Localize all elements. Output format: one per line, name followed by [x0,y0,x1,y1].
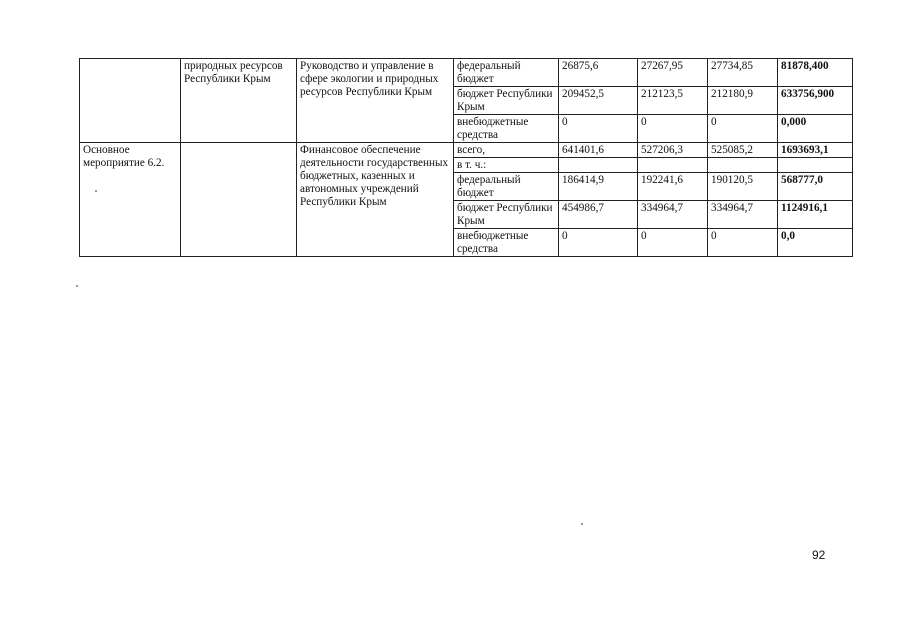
value-cell: 334964,7 [708,201,778,229]
activity-cell [80,59,181,143]
value-cell: 334964,7 [638,201,708,229]
responsible-cell: природных ресурсов Республики Крым [181,59,297,143]
value-cell: 0 [638,229,708,257]
value-cell: 186414,9 [559,173,638,201]
value-cell: 27734,85 [708,59,778,87]
source-cell: внебюджетные средства [454,229,559,257]
total-cell: 633756,900 [778,87,853,115]
scan-speck [76,285,78,287]
source-cell: бюджет Республики Крым [454,87,559,115]
scan-speck [581,523,583,525]
value-cell [638,158,708,173]
value-cell: 525085,2 [708,143,778,158]
value-cell: 0 [708,115,778,143]
total-cell: 1693693,1 [778,143,853,158]
value-cell: 212123,5 [638,87,708,115]
table-row [80,59,853,87]
source-cell: бюджет Республики Крым [454,201,559,229]
value-cell: 454986,7 [559,201,638,229]
source-cell: в т. ч.: [454,158,559,173]
value-cell: 26875,6 [559,59,638,87]
total-cell: 0,0 [778,229,853,257]
value-cell: 209452,5 [559,87,638,115]
subject-cell: Финансовое обеспечение деятельности государственных бюджетных, казенных и автономных учреждений Республики Крым [297,143,454,257]
source-cell: внебюджетные средства [454,115,559,143]
value-cell: 0 [559,229,638,257]
value-cell: 212180,9 [708,87,778,115]
value-cell: 27267,95 [638,59,708,87]
table-row [80,143,853,158]
value-cell [708,158,778,173]
total-cell [778,158,853,173]
source-cell: федеральный бюджет [454,59,559,87]
activity-cell: Основное мероприятие 6.2. [80,143,181,257]
subject-cell: Руководство и управление в сфере экологии и природных ресурсов Республики Крым [297,59,454,143]
total-cell: 81878,400 [778,59,853,87]
source-cell: федеральный бюджет [454,173,559,201]
value-cell: 190120,5 [708,173,778,201]
value-cell: 0 [708,229,778,257]
source-cell: всего, [454,143,559,158]
value-cell: 192241,6 [638,173,708,201]
value-cell: 0 [559,115,638,143]
value-cell: 641401,6 [559,143,638,158]
value-cell [559,158,638,173]
value-cell: 0 [638,115,708,143]
total-cell: 568777,0 [778,173,853,201]
total-cell: 0,000 [778,115,853,143]
value-cell: 527206,3 [638,143,708,158]
page-number: 92 [812,548,826,562]
total-cell: 1124916,1 [778,201,853,229]
funding-table [79,58,853,257]
responsible-cell [181,143,297,257]
scan-speck [95,190,97,192]
